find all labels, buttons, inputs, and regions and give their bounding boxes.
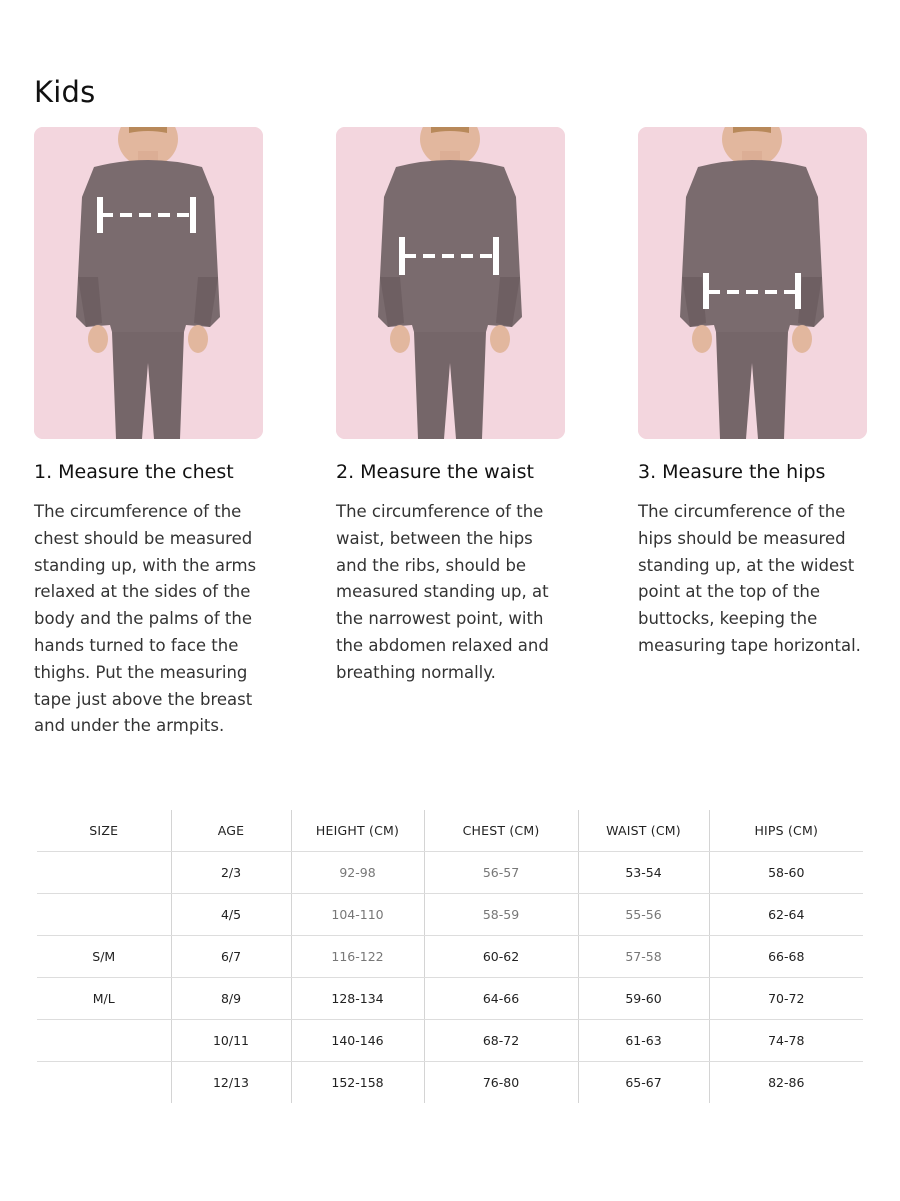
cell-waist: 53-54 (578, 852, 709, 894)
cell-hips: 70-72 (709, 978, 863, 1020)
step-title: 3. Measure the hips (638, 461, 826, 483)
cell-hips: 58-60 (709, 852, 863, 894)
header-hips: HIPS (CM) (709, 810, 863, 852)
cell-hips: 82-86 (709, 1062, 863, 1104)
step-description: The circumference of the hips should be measured standing up, at the widest point at the top of the buttocks, keeping the measuring tape horizontal. (638, 502, 861, 655)
cell-age: 4/5 (171, 894, 291, 936)
cell-height: 116-122 (291, 936, 424, 978)
cell-hips: 62-64 (709, 894, 863, 936)
cell-hips: 66-68 (709, 936, 863, 978)
hips-measurement-photo (638, 127, 867, 439)
cell-size: M/L (37, 978, 171, 1020)
cell-height: 128-134 (291, 978, 424, 1020)
cell-age: 10/11 (171, 1020, 291, 1062)
cell-age: 6/7 (171, 936, 291, 978)
step-title: 1. Measure the chest (34, 461, 234, 483)
cell-hips: 74-78 (709, 1020, 863, 1062)
step-title: 2. Measure the waist (336, 461, 534, 483)
cell-height: 140-146 (291, 1020, 424, 1062)
table-row (37, 852, 863, 894)
cell-size (37, 1062, 171, 1104)
cell-height: 92-98 (291, 852, 424, 894)
header-size: SIZE (37, 810, 171, 852)
cell-waist: 55-56 (578, 894, 709, 936)
page-title: Kids (34, 75, 96, 110)
step-description: The circumference of the chest should be measured standing up, with the arms relaxed at the sides of the body and the palms of the hands turned to face the thighs. Put the measuring tape just above the breast and under the armpits. (34, 502, 257, 736)
cell-chest: 64-66 (424, 978, 578, 1020)
cell-size: S/M (37, 936, 171, 978)
cell-waist: 57-58 (578, 936, 709, 978)
header-height: HEIGHT (CM) (291, 810, 424, 852)
cell-chest: 76-80 (424, 1062, 578, 1104)
cell-age: 12/13 (171, 1062, 291, 1104)
step-description: The circumference of the waist, between the hips and the ribs, should be measured standing up, at the narrowest point, with the abdomen relaxed and breathing normally. (336, 502, 549, 682)
table-row (37, 936, 863, 978)
cell-height: 104-110 (291, 894, 424, 936)
cell-waist: 65-67 (578, 1062, 709, 1104)
header-age: AGE (171, 810, 291, 852)
header-chest: CHEST (CM) (424, 810, 578, 852)
step-hips (638, 127, 870, 660)
table-row (37, 1020, 863, 1062)
cell-chest: 68-72 (424, 1020, 578, 1062)
cell-chest: 60-62 (424, 936, 578, 978)
table-row (37, 1062, 863, 1104)
step-chest (34, 127, 266, 740)
cell-chest: 56-57 (424, 852, 578, 894)
cell-waist: 61-63 (578, 1020, 709, 1062)
cell-waist: 59-60 (578, 978, 709, 1020)
cell-age: 8/9 (171, 978, 291, 1020)
cell-size (37, 894, 171, 936)
waist-measurement-photo (336, 127, 565, 439)
header-waist: WAIST (CM) (578, 810, 709, 852)
table-header-row (37, 810, 863, 852)
size-chart-table (37, 810, 863, 1103)
cell-size (37, 1020, 171, 1062)
table-row (37, 894, 863, 936)
cell-age: 2/3 (171, 852, 291, 894)
step-waist (336, 127, 568, 687)
cell-chest: 58-59 (424, 894, 578, 936)
cell-height: 152-158 (291, 1062, 424, 1104)
table-row (37, 978, 863, 1020)
chest-measurement-photo (34, 127, 263, 439)
cell-size (37, 852, 171, 894)
